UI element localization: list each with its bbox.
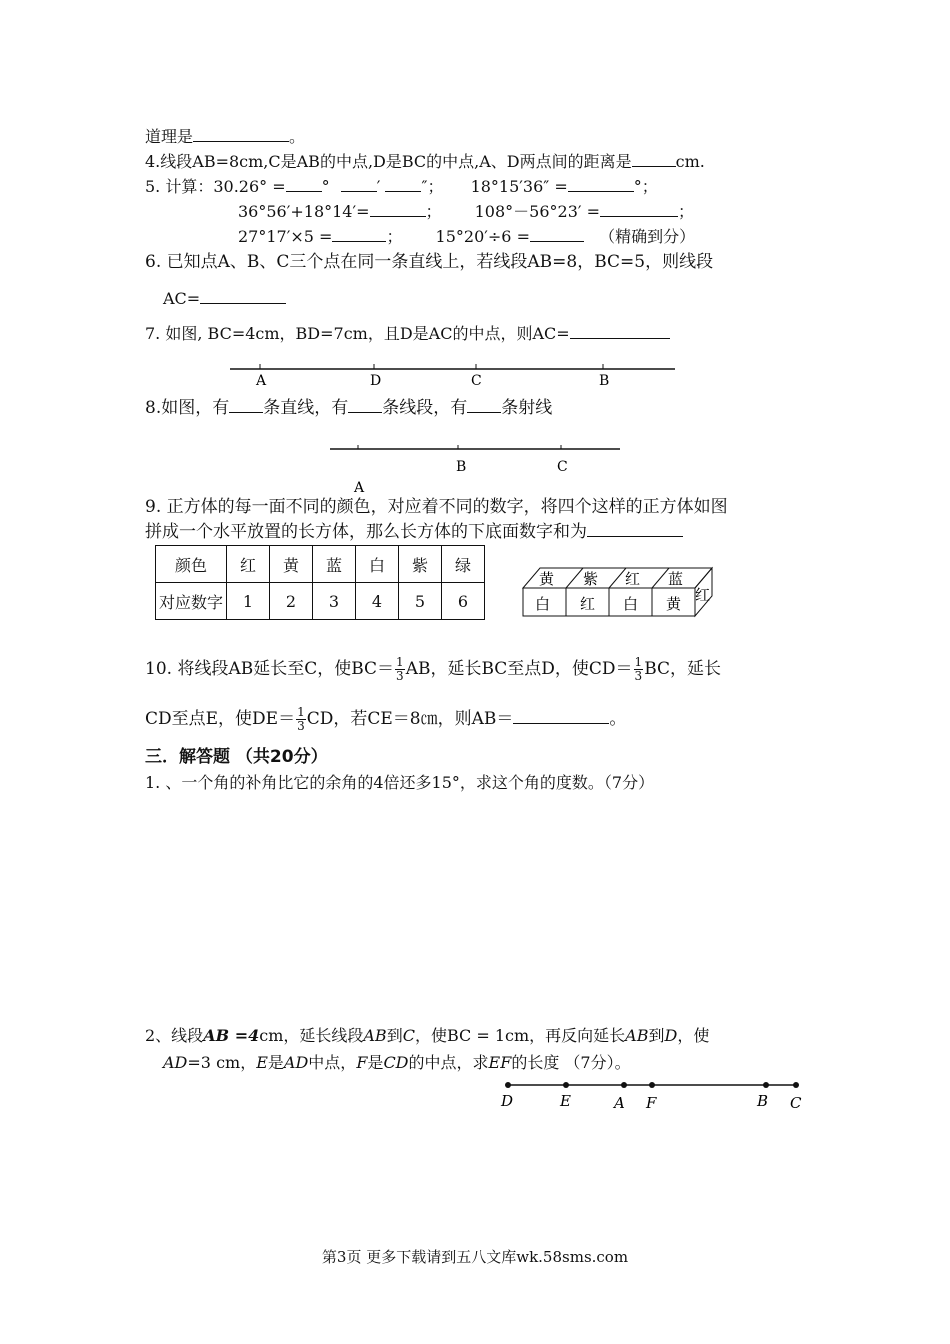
page-footer: 第3页 更多下载请到五八文库wk.58sms.com — [321, 1248, 629, 1266]
q8-label-a: A — [354, 480, 365, 496]
s2-point-b — [763, 1082, 769, 1088]
answer-blank[interactable] — [587, 522, 683, 537]
box-front-label-3: 白 — [623, 595, 639, 613]
question-7: 7. 如图, BC=4cm，BD=7cm，且D是AC的中点，则AC= — [145, 323, 670, 345]
s2-point-c — [793, 1082, 799, 1088]
question-10-line1: 10. 将线段AB延长至C，使BC＝ $\frac{1}{3}$ AB，延长BC至点D，使CD＝ $\frac{1}{3}$ BC，延长 — [145, 655, 722, 683]
section-3-title: 三．解答题 （共20分） — [145, 747, 328, 767]
table-cell: 白 — [356, 546, 399, 583]
fraction: $\frac{1}{3}$ — [297, 705, 305, 733]
table-cell: 1 — [227, 583, 270, 620]
answer-blank[interactable] — [467, 398, 501, 413]
box-top-label-4: 蓝 — [668, 570, 684, 588]
question-10-line2: CD至点E，使DE＝ $\frac{1}{3}$ CD，若CE＝8㎝，则AB＝ 。 — [145, 705, 627, 733]
s2-label-f: F — [646, 1094, 657, 1112]
fraction: $\frac{1}{3}$ — [634, 655, 643, 683]
s2-label-a: A — [614, 1094, 625, 1112]
question-8: 8.如图，有 条直线，有 条线段，有 条射线 — [145, 398, 553, 418]
s2-line-figure — [500, 1082, 802, 1112]
question-9-line1: 9. 正方体的每一面不同的颜色，对应着不同的数字，将四个这样的正方体如图 — [145, 497, 728, 517]
q8-label-c: C — [557, 459, 568, 475]
q7-label-d: D — [370, 373, 382, 389]
color-number-table — [155, 545, 485, 620]
answer-blank[interactable] — [229, 398, 263, 413]
table-cell: 4 — [356, 583, 399, 620]
box-top-label-3: 红 — [625, 570, 641, 588]
s2-label-d: D — [501, 1092, 514, 1110]
s2-label-c: C — [790, 1094, 802, 1112]
table-cell: 2 — [270, 583, 313, 620]
box-top-label-1: 黄 — [539, 570, 555, 588]
answer-blank[interactable] — [348, 398, 382, 413]
s2-label-b: B — [757, 1092, 769, 1110]
table-cell: 6 — [442, 583, 485, 620]
box-top-label-2: 紫 — [583, 570, 599, 588]
q7-label-b: B — [599, 373, 610, 389]
table-cell: 5 — [399, 583, 442, 620]
q8-line-figure — [330, 445, 620, 496]
s2-point-d — [505, 1082, 511, 1088]
q7-label-a: A — [256, 373, 267, 389]
q7-line-figure — [230, 364, 675, 389]
question-5-line3: 27°17′×5 = ； 15°20′÷6 = （精确到分） — [238, 227, 696, 246]
question-6: 6. 已知点A、B、C三个点在同一条直线上，若线段AB=8，BC=5，则线段 — [145, 252, 714, 272]
s2-point-e — [563, 1082, 569, 1088]
table-row — [156, 583, 485, 620]
table-cell: 对应数字 — [156, 583, 227, 620]
table-row — [156, 546, 485, 583]
question-6-line2: AC= — [163, 288, 286, 310]
table-cell: 3 — [313, 583, 356, 620]
box-front-label-1: 白 — [535, 595, 551, 613]
fraction: $\frac{1}{3}$ — [396, 655, 404, 683]
table-cell: 红 — [227, 546, 270, 583]
s2-point-a — [621, 1082, 627, 1088]
question-5-line2: 36°56′+18°14′= ； 108°－56°23′ = ； — [238, 202, 695, 221]
q7-label-c: C — [471, 373, 482, 389]
solve-question-2-line1: 2、线段AB =4cm，延长线段AB到C，使BC = 1cm，再反向延长AB到D，使 — [145, 1026, 710, 1045]
solve-question-1: 1. 、一个角的补角比它的余角的4倍还多15°，求这个角的度数。（7分） — [145, 773, 655, 792]
table-cell: 颜色 — [156, 546, 227, 583]
s2-label-e: E — [560, 1092, 571, 1110]
solve-question-2-line2: AD=3 cm，E是AD中点，F是CD的中点，求EF的长度 （7分）。 — [163, 1053, 631, 1072]
table-cell: 绿 — [442, 546, 485, 583]
answer-blank[interactable] — [513, 709, 609, 724]
table-cell: 黄 — [270, 546, 313, 583]
q3-tail: 道理是 。 — [145, 127, 306, 146]
s2-point-f — [649, 1082, 655, 1088]
cube-box-figure — [523, 568, 712, 616]
box-front-label-4: 黄 — [666, 595, 682, 613]
box-side-label: 红 — [695, 586, 711, 604]
table-cell: 紫 — [399, 546, 442, 583]
table-cell: 蓝 — [313, 546, 356, 583]
question-5-line1: 5. 计算：30.26° = ° ′ ″； 18°15′36″ = °； — [145, 177, 658, 196]
question-4: 4.线段AB=8cm,C是AB的中点,D是BC的中点,A、D两点间的距离是 cm. — [145, 152, 705, 171]
box-front-label-2: 红 — [580, 595, 596, 613]
q8-label-b: B — [456, 459, 467, 475]
question-9-line2: 拼成一个水平放置的长方体，那么长方体的下底面数字和为 — [145, 521, 683, 543]
